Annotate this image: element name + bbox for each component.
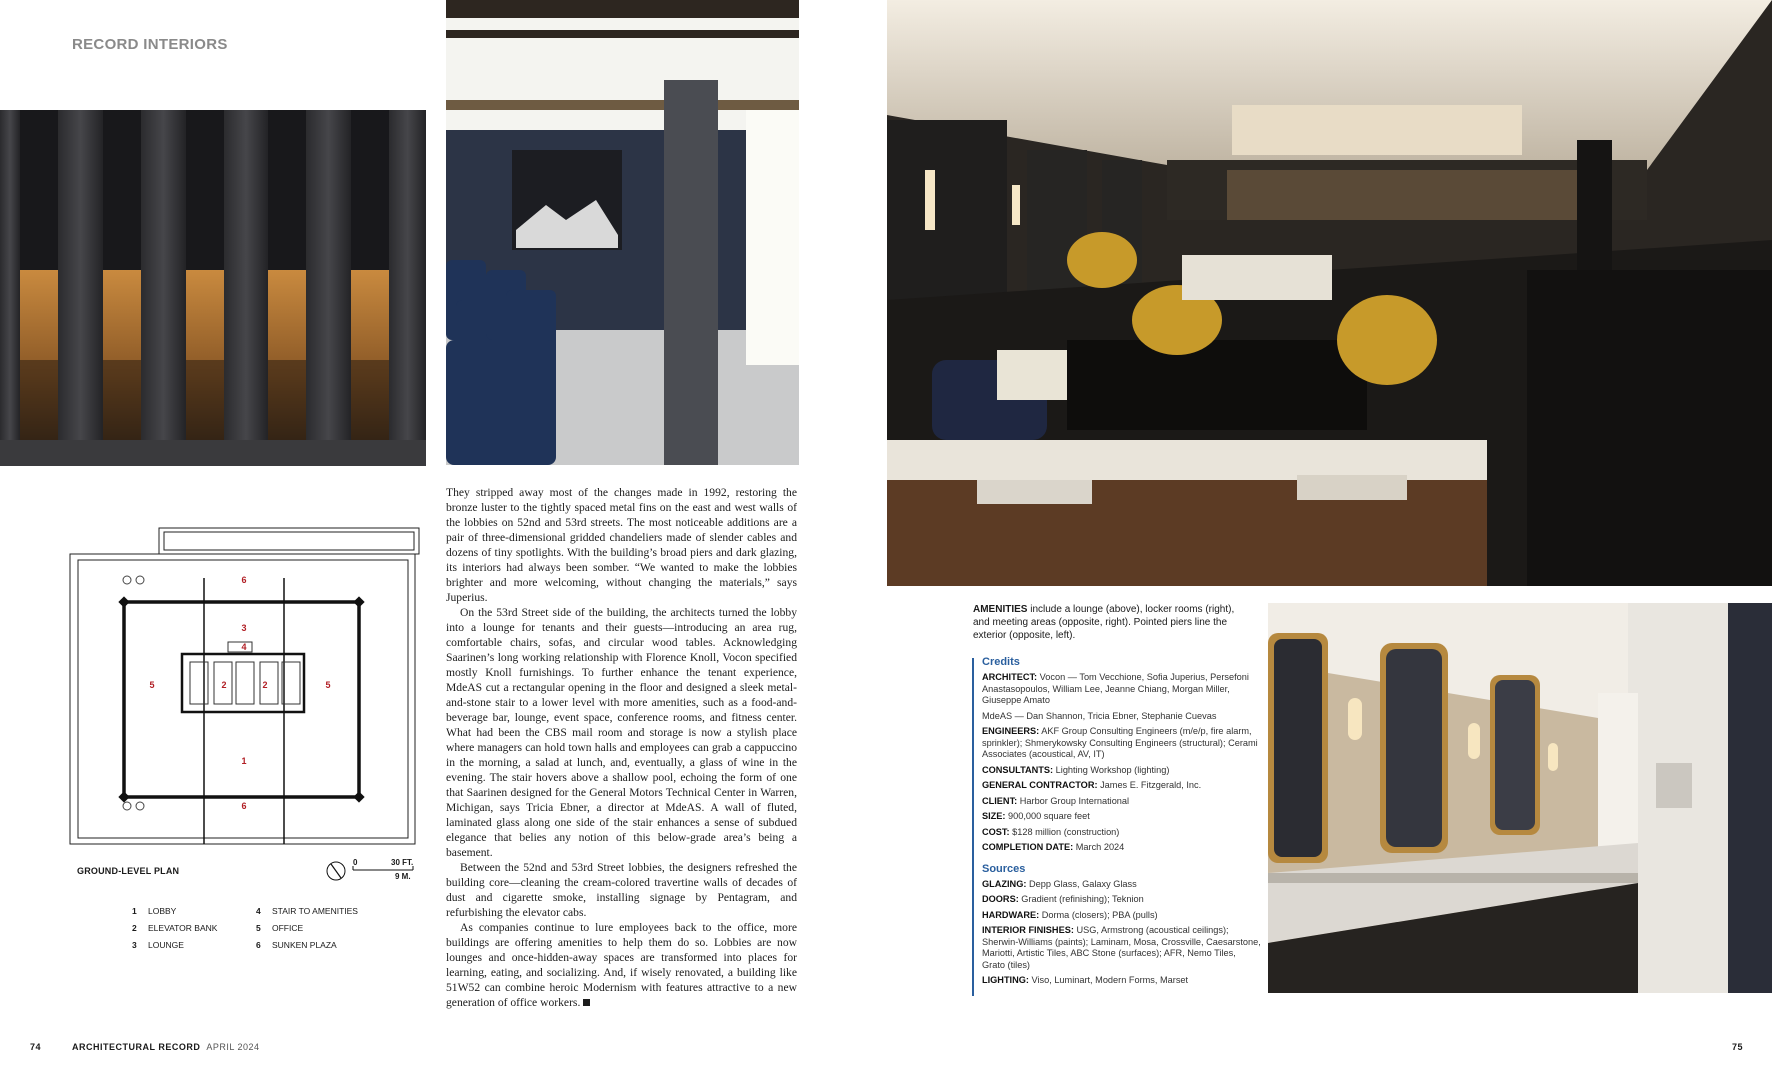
article-paragraph: Between the 52nd and 53rd Street lobbies, the designers refreshed the building core—cleaning the cream-colored travertine walls of decades of dust and cigarette smoke, installing signage by Pentagram, and refurbishing the elevator cabs.	[446, 861, 797, 919]
credit-line: COMPLETION DATE: March 2024	[982, 842, 1125, 852]
lounge-photo	[887, 0, 1772, 586]
credit-line: MdeAS — Dan Shannon, Tricia Ebner, Stephanie Cuevas	[982, 710, 1217, 721]
footer-magazine	[72, 1042, 260, 1052]
legend-item: 6 SUNKEN PLAZA	[256, 940, 337, 950]
plan-label-2-left: 2	[221, 680, 227, 690]
scale-feet: 30 FT.	[391, 858, 414, 867]
facade-photo	[0, 110, 426, 466]
issue-date: APRIL 2024	[206, 1042, 260, 1052]
source-line: DOORS: Gradient (refinishing); Teknion	[982, 894, 1144, 904]
credit-line: ARCHITECT: Vocon — Tom Vecchione, Sofia Juperius, Persefoni Anastasopoulos, William Lee, Jeanne Chiang, Morgan Miller, Giuseppe Amato	[982, 672, 1249, 705]
plan-label-2-right: 2	[262, 680, 268, 690]
article-paragraph: They stripped away most of the changes made in 1992, restoring the bronze luster to the tightly spaced metal fins on the east and west walls of the lobbies on 52nd and 53rd streets. The most noticeable additions are a pair of three-dimensional gridded chandeliers made of slender cables and dozens of tiny spotlights. With the building’s broad piers and dark glazing, its interiors had always been somber. “We wanted to make the lobbies brighter and more welcoming, without changing the materials,” says Juperius.	[446, 486, 797, 604]
section-label: RECORD INTERIORS	[72, 36, 228, 53]
plan-scale	[323, 858, 423, 884]
caption-text: include a lounge (above), locker rooms (right), and meeting areas (opposite, right). Pointed piers line the exterior (opposite, left).	[973, 604, 1235, 641]
caption-lead: AMENITIES	[973, 604, 1028, 615]
legend-item: 2 ELEVATOR BANK	[132, 923, 218, 933]
credit-line: CONSULTANTS: Lighting Workshop (lighting)	[982, 764, 1170, 775]
credits-title: Credits	[982, 656, 1020, 668]
legend-item: 3 LOUNGE	[132, 940, 184, 950]
plan-title: GROUND-LEVEL PLAN	[77, 866, 180, 876]
credits-panel	[973, 656, 1261, 991]
sources-title: Sources	[982, 862, 1026, 875]
locker-room-photo	[1268, 603, 1772, 993]
credit-line: GENERAL CONTRACTOR: James E. Fitzgerald, Inc.	[982, 780, 1202, 790]
page-number-right: 75	[1732, 1042, 1744, 1052]
legend-item: 1 LOBBY	[132, 906, 177, 916]
plan-label-5-left: 5	[149, 680, 155, 690]
article-body	[446, 485, 797, 1010]
plan-label-4: 4	[241, 642, 247, 652]
source-line: INTERIOR FINISHES: USG, Armstrong (acoustical ceilings); Sherwin-Williams (paints); Laminam, Mosa, Crossville, Caesarstone, Mariotti, Artistic Tiles, ABC Stone (surfaces); AFR, Nemo Tiles, Grato (tiles)	[982, 925, 1261, 970]
photo-caption	[973, 603, 1251, 642]
lobby-seating-photo	[446, 0, 799, 465]
legend-item: 5 OFFICE	[256, 923, 304, 933]
plan-label-1: 1	[241, 756, 247, 766]
plan-label-6-bottom: 6	[241, 801, 247, 811]
legend-item: 4 STAIR TO AMENITIES	[256, 906, 358, 916]
ground-level-plan-drawing	[64, 524, 424, 849]
plan-label-5-right: 5	[325, 680, 331, 690]
credit-line: COST: $128 million (construction)	[982, 826, 1120, 837]
source-line: GLAZING: Depp Glass, Galaxy Glass	[982, 878, 1137, 889]
plan-label-6-top: 6	[241, 575, 247, 585]
source-line: HARDWARE: Dorma (closers); PBA (pulls)	[982, 909, 1158, 920]
source-line: LIGHTING: Viso, Luminart, Modern Forms, Marset	[982, 975, 1189, 985]
credit-line: ENGINEERS: AKF Group Consulting Engineers (m/e/p, fire alarm, sprinkler); Shmerykowsky Consulting Engineers (structural); Cerami Associates (acoustical, AV, IT)	[982, 726, 1258, 759]
credit-line: SIZE: 900,000 square feet	[982, 811, 1090, 821]
scale-zero: 0	[353, 858, 358, 867]
magazine-name: ARCHITECTURAL RECORD	[72, 1042, 201, 1052]
article-paragraph-last: As companies continue to lure employees back to the office, more buildings are offering amenities to help them do so. Lobbies are now lounges and once-hidden-away spaces are transformed into places for learning, eating, and socializing. And, if wisely renovated, a building like 51W52 can combine heroic Modernism with features attractive to a new generation of office workers.	[446, 921, 797, 1009]
plan-label-3: 3	[241, 623, 247, 633]
article-paragraph: On the 53rd Street side of the building, the architects turned the lobby into a lounge for tenants and their guests—introducing an area rug, comfortable chairs, sofas, and circular wood tables. Acknowledging Saarinen’s long working relationship with Florence Knoll, Vocon specified mostly Knoll furnishings. To further enhance the tenant experience, MdeAS cut a rectangular opening in the floor and designed a sleek metal-and-stone stair to a lower level with more amenities, such as a food-and-beverage bar, lounge, event space, conference rooms, and fitness center. What had been the CBS mail room and storage is now a stylish place where managers can hold town halls and employees can grab a cappuccino in the morning, a salad at lunch, and, eventually, a glass of wine in the evening. The stair hovers above a shallow pool, echoing the form of one that Saarinen designed for the General Motors Technical Center in Warren, Michigan, says Tricia Ebner, a director at MdeAS. A wall of fluted, laminated glass along one side of the stair enhances a sense of subdued elegance that belies any notion of this below-grade area’s being a basement.	[446, 606, 797, 859]
scale-meters: 9 M.	[395, 872, 411, 881]
credit-line: CLIENT: Harbor Group International	[982, 795, 1130, 806]
page-number-left: 74	[30, 1042, 42, 1052]
end-mark-icon	[583, 999, 590, 1006]
